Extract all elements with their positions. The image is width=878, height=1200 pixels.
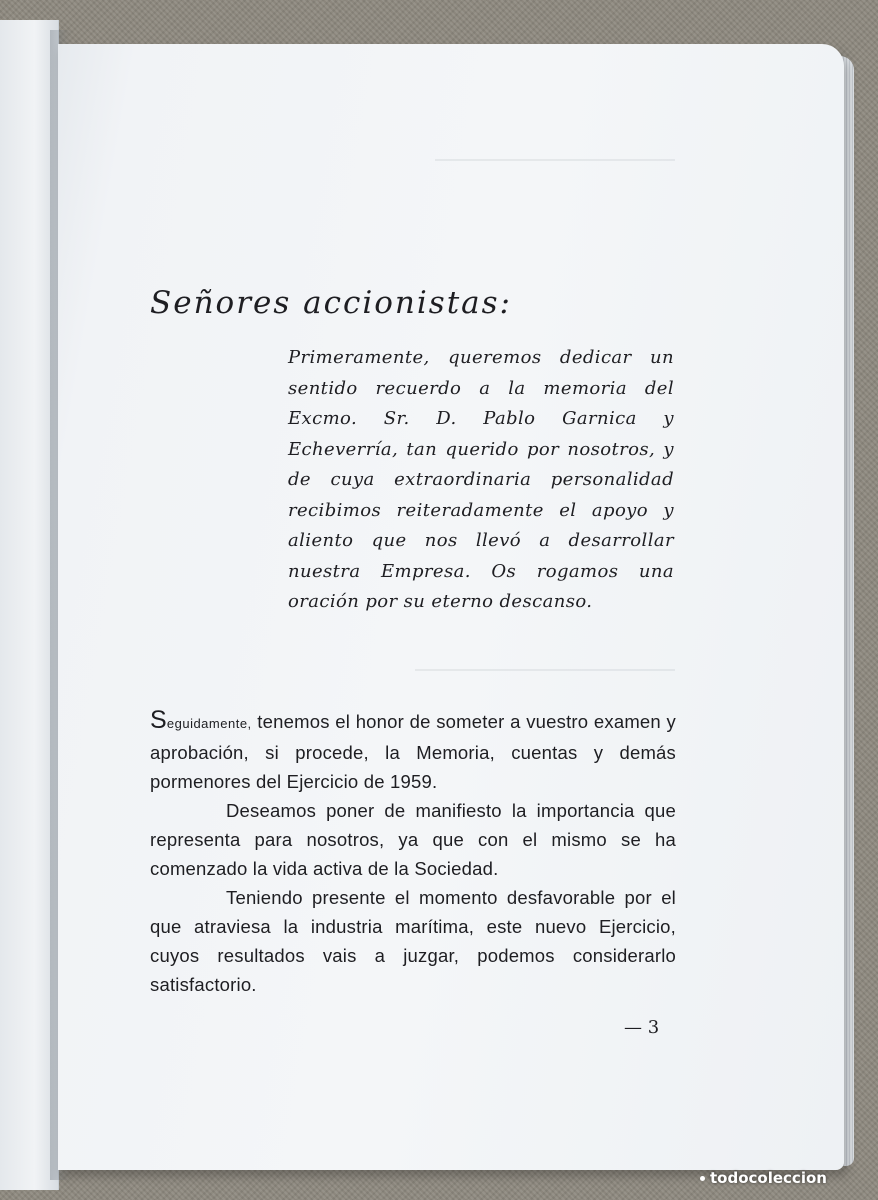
- show-through-text: [435, 145, 675, 161]
- show-through-text: [415, 655, 675, 671]
- dedication-paragraph: Primeramente, queremos dedicar un sentido recuerdo a la memoria del Excmo. Sr. D. Pablo Garnica y Echeverría, tan querido por nosotros, y de cuya extraordinaria personalidad recibimos reiteradamente el apoyo y aliento que nos llevó a desarrollar nuestra Empresa. Os rogamos una oración por su eterno descanso.: [288, 347, 674, 612]
- small-caps-word: eguidamente,: [166, 716, 252, 731]
- watermark-text: todocoleccion: [710, 1169, 827, 1187]
- drop-cap: S: [150, 706, 167, 734]
- paragraph-1-text: tenemos el honor de someter a vuestro examen y aprobación, si procede, la Memoria, cuentas y demás pormenores del Ejercicio de 1959.: [150, 711, 676, 792]
- main-text: [150, 707, 676, 999]
- paragraph-2: Deseamos poner de manifiesto la importancia que representa para nosotros, ya que con el mismo se ha comenzado la vida activa de la Sociedad.: [150, 800, 676, 879]
- paragraph-3: Teniendo presente el momento desfavorable por el que atraviesa la industria marítima, este nuevo Ejercicio, cuyos resultados vais a juzgar, podemos considerarlo satisfactorio.: [150, 887, 676, 995]
- watermark: [700, 1169, 827, 1187]
- watermark-dot-icon: [700, 1176, 705, 1181]
- page-number: — 3: [624, 1017, 660, 1038]
- greeting-heading: Señores accionistas:: [150, 285, 513, 321]
- paragraph-1: [150, 707, 676, 796]
